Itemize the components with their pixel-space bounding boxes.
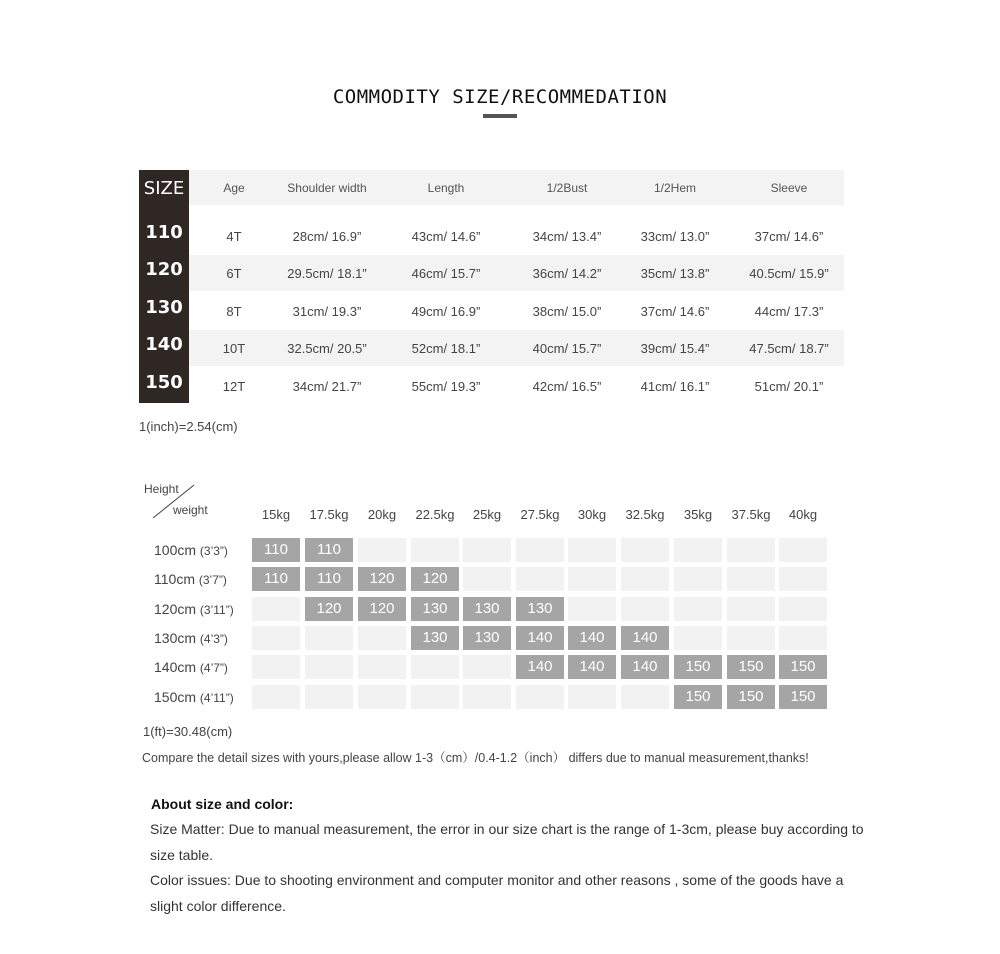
weight-column-header: 20kg (367, 507, 397, 522)
empty-cell (568, 538, 616, 562)
table-cell: 31cm/ 19.3” (292, 304, 362, 319)
height-row-label (154, 542, 228, 558)
empty-cell (463, 655, 511, 679)
table-cell: 36cm/ 14.2” (532, 266, 602, 281)
title-underline (483, 114, 517, 118)
height-cm: 120cm (154, 601, 197, 617)
height-row-label (154, 689, 234, 705)
table-cell: 29.5cm/ 18.1” (287, 266, 367, 281)
empty-cell (516, 685, 564, 709)
column-header: 1/2Bust (546, 181, 588, 195)
recommended-size-cell: 140 (568, 655, 616, 679)
empty-cell (621, 538, 669, 562)
height-cm: 140cm (154, 659, 197, 675)
empty-cell (727, 567, 775, 591)
recommended-size-cell: 140 (568, 626, 616, 650)
table-cell: 32.5cm/ 20.5” (287, 341, 367, 356)
empty-cell (411, 538, 459, 562)
recommended-size-cell: 130 (516, 597, 564, 621)
size-label: 130 (145, 297, 183, 318)
empty-cell (568, 597, 616, 621)
table-cell: 4T (226, 229, 242, 244)
table-cell: 42cm/ 16.5” (532, 379, 602, 394)
empty-cell (463, 685, 511, 709)
recommended-size-cell: 140 (621, 655, 669, 679)
table-cell: 8T (226, 304, 242, 319)
table-cell: 35cm/ 13.8” (640, 266, 710, 281)
size-label: 110 (145, 222, 183, 243)
empty-cell (727, 597, 775, 621)
empty-cell (727, 538, 775, 562)
recommended-size-cell: 140 (621, 626, 669, 650)
height-label: Height (144, 482, 179, 496)
empty-cell (358, 538, 406, 562)
recommended-size-cell: 120 (411, 567, 459, 591)
table-cell: 51cm/ 20.1” (754, 379, 824, 394)
recommended-size-cell: 110 (305, 538, 353, 562)
size-header: SIZE (143, 178, 185, 199)
empty-cell (568, 567, 616, 591)
table-cell: 37cm/ 14.6” (640, 304, 710, 319)
column-header: 1/2Hem (653, 181, 697, 195)
table-cell: 39cm/ 15.4” (640, 341, 710, 356)
column-header: Length (427, 181, 465, 195)
empty-cell (674, 567, 722, 591)
empty-cell (252, 655, 300, 679)
empty-cell (411, 685, 459, 709)
height-ft: (3’3”) (199, 544, 228, 558)
recommended-size-cell: 110 (305, 567, 353, 591)
table-cell: 34cm/ 21.7” (292, 379, 362, 394)
recommended-size-cell: 150 (674, 655, 722, 679)
weight-column-header: 15kg (261, 507, 291, 522)
height-row-label (154, 601, 234, 617)
height-cm: 100cm (154, 542, 197, 558)
empty-cell (516, 538, 564, 562)
height-ft: (3’7”) (198, 573, 227, 587)
empty-cell (305, 626, 353, 650)
table-cell: 6T (226, 266, 242, 281)
recommended-size-cell: 130 (411, 626, 459, 650)
column-header: Shoulder width (287, 181, 367, 195)
about-title: About size and color: (151, 796, 294, 812)
table-cell: 55cm/ 19.3” (411, 379, 481, 394)
table-cell: 41cm/ 16.1” (640, 379, 710, 394)
table-cell: 40cm/ 15.7” (532, 341, 602, 356)
feet-note: 1(ft)=30.48(cm) (143, 724, 233, 739)
table-cell: 46cm/ 15.7” (411, 266, 481, 281)
inch-note: 1(inch)=2.54(cm) (139, 419, 238, 434)
recommended-size-cell: 150 (727, 655, 775, 679)
table-cell: 44cm/ 17.3” (754, 304, 824, 319)
empty-cell (621, 685, 669, 709)
empty-cell (621, 567, 669, 591)
table-cell: 47.5cm/ 18.7” (749, 341, 829, 356)
column-header: Age (223, 181, 245, 195)
column-header: Sleeve (770, 181, 808, 195)
size-matter-text: Size Matter: Due to manual measurement, the error in our size chart is the range of 1-3cm, please buy according to size table. (150, 821, 864, 863)
height-row-label (154, 571, 227, 587)
empty-cell (516, 567, 564, 591)
empty-cell (358, 655, 406, 679)
height-row-label (154, 659, 228, 675)
weight-column-header: 22.5kg (415, 507, 455, 522)
weight-column-header: 32.5kg (625, 507, 665, 522)
table-cell: 38cm/ 15.0” (532, 304, 602, 319)
height-ft: (4’7”) (199, 661, 228, 675)
recommended-size-cell: 130 (411, 597, 459, 621)
empty-cell (358, 685, 406, 709)
table-cell: 40.5cm/ 15.9” (749, 266, 829, 281)
recommended-size-cell: 120 (358, 597, 406, 621)
table-cell: 34cm/ 13.4” (532, 229, 602, 244)
empty-cell (305, 655, 353, 679)
table-cell: 52cm/ 18.1” (411, 341, 481, 356)
empty-cell (779, 597, 827, 621)
empty-cell (621, 597, 669, 621)
table-cell: 10T (222, 341, 246, 356)
table-cell: 33cm/ 13.0” (640, 229, 710, 244)
height-cm: 130cm (154, 630, 197, 646)
weight-column-header: 35kg (683, 507, 713, 522)
table-cell: 49cm/ 16.9” (411, 304, 481, 319)
table-cell: 28cm/ 16.9” (292, 229, 362, 244)
weight-column-header: 17.5kg (309, 507, 349, 522)
recommended-size-cell: 140 (516, 626, 564, 650)
recommended-size-cell: 150 (674, 685, 722, 709)
weight-column-header: 37.5kg (731, 507, 771, 522)
recommended-size-cell: 140 (516, 655, 564, 679)
empty-cell (305, 685, 353, 709)
table-cell: 12T (222, 379, 246, 394)
weight-column-header: 40kg (788, 507, 818, 522)
recommended-size-cell: 130 (463, 597, 511, 621)
recommended-size-cell: 150 (779, 685, 827, 709)
compare-note: Compare the detail sizes with yours,please allow 1-3（cm）/0.4-1.2（inch） differs due to manual measurement,thanks! (142, 751, 809, 765)
empty-cell (779, 567, 827, 591)
height-ft: (3’11”) (199, 603, 234, 617)
empty-cell (252, 626, 300, 650)
recommended-size-cell: 110 (252, 567, 300, 591)
size-label: 140 (145, 334, 183, 355)
color-issues-text: Color issues: Due to shooting environment and computer monitor and other reasons , some of the goods have a slight color difference. (150, 872, 844, 914)
size-label: 120 (145, 259, 183, 280)
weight-column-header: 30kg (577, 507, 607, 522)
height-row-label (154, 630, 228, 646)
empty-cell (463, 567, 511, 591)
recommended-size-cell: 150 (727, 685, 775, 709)
weight-column-header: 27.5kg (520, 507, 560, 522)
recommended-size-cell: 120 (305, 597, 353, 621)
empty-cell (779, 538, 827, 562)
recommended-size-cell: 150 (779, 655, 827, 679)
empty-cell (568, 685, 616, 709)
height-cm: 150cm (154, 689, 197, 705)
table-cell: 43cm/ 14.6” (411, 229, 481, 244)
empty-cell (674, 538, 722, 562)
weight-column-header: 25kg (472, 507, 502, 522)
height-cm: 110cm (154, 571, 195, 587)
page-title: COMMODITY SIZE/RECOMMEDATION (332, 86, 668, 108)
empty-cell (252, 685, 300, 709)
empty-cell (674, 597, 722, 621)
empty-cell (252, 597, 300, 621)
recommended-size-cell: 130 (463, 626, 511, 650)
size-column (139, 170, 189, 403)
height-ft: (4’11”) (199, 691, 234, 705)
recommended-size-cell: 120 (358, 567, 406, 591)
empty-cell (727, 626, 775, 650)
recommended-size-cell: 110 (252, 538, 300, 562)
empty-cell (779, 626, 827, 650)
table-cell: 37cm/ 14.6” (754, 229, 824, 244)
empty-cell (463, 538, 511, 562)
empty-cell (411, 655, 459, 679)
weight-label: weight (173, 503, 208, 517)
height-ft: (4’3”) (199, 632, 228, 646)
size-label: 150 (145, 372, 183, 393)
empty-cell (674, 626, 722, 650)
empty-cell (358, 626, 406, 650)
